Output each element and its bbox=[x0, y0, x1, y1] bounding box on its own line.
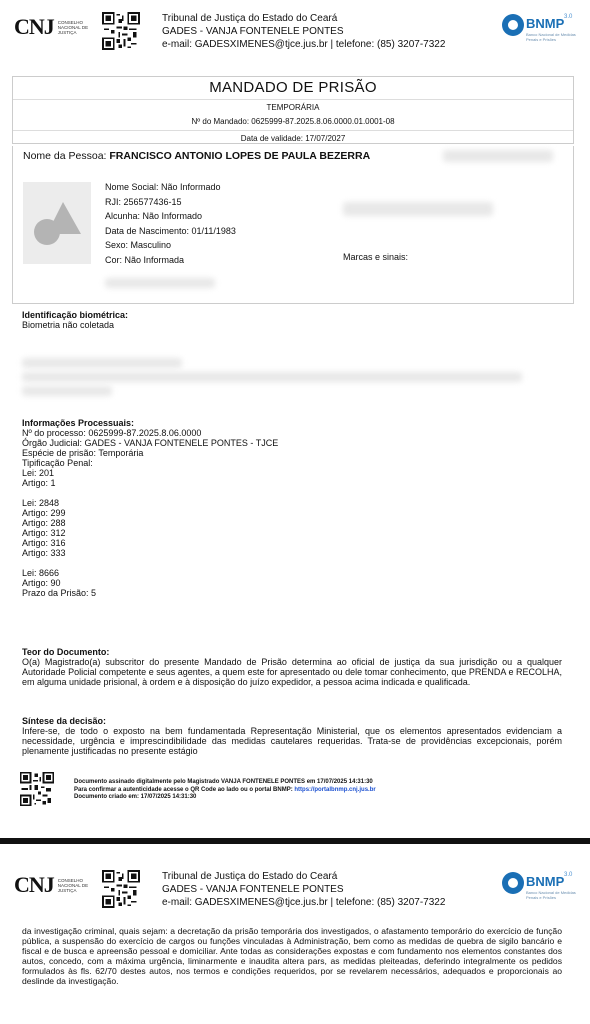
bnmp-logo-subtitle: Banco Nacional de Medidas Penais e Prisões bbox=[526, 890, 576, 900]
cnj-logo-subtitle: CONSELHO NACIONAL DE JUSTIÇA bbox=[57, 877, 89, 893]
marks-label: Marcas e sinais: bbox=[343, 252, 409, 262]
process-line: Lei: 201 bbox=[22, 468, 55, 478]
redacted-area bbox=[105, 278, 215, 288]
bnmp-logo bbox=[502, 872, 580, 902]
warrant-validity: Data de validade: 17/07/2027 bbox=[240, 134, 346, 143]
process-heading: Informações Processuais: bbox=[22, 418, 135, 428]
qr-code-icon bbox=[102, 870, 140, 908]
warrant-title: MANDADO DE PRISÃO bbox=[209, 79, 377, 96]
bnmp-logo bbox=[502, 14, 580, 44]
cnj-logo bbox=[14, 872, 98, 898]
cnj-logo-subtitle: CONSELHO NACIONAL DE JUSTIÇA bbox=[57, 19, 89, 35]
teor-heading: Teor do Documento: bbox=[22, 647, 110, 657]
process-section bbox=[22, 418, 562, 598]
signature-verify bbox=[74, 787, 376, 795]
person-box bbox=[12, 146, 574, 304]
process-line: Prazo da Prisão: 5 bbox=[22, 588, 97, 598]
qr-code-icon bbox=[102, 12, 140, 50]
warrant-type: TEMPORÁRIA bbox=[266, 103, 320, 112]
redacted-area bbox=[443, 150, 553, 162]
court-contact: e-mail: GADESXIMENES@tjce.jus.br | telefone: (85) 3207-7322 bbox=[162, 897, 446, 908]
bnmp-logo-version: 3.0 bbox=[564, 14, 573, 20]
process-line: Lei: 2848 bbox=[22, 498, 60, 508]
process-line: Artigo: 299 bbox=[22, 508, 66, 518]
bnmp-logo-version: 3.0 bbox=[564, 872, 573, 878]
process-line: Tipificação Penal: bbox=[22, 458, 93, 468]
person-name-label: Nome da Pessoa: bbox=[23, 150, 110, 162]
birth-date: Data de Nascimento: 01/11/1983 bbox=[105, 225, 236, 236]
page1-header bbox=[0, 0, 590, 72]
process-line: Artigo: 316 bbox=[22, 538, 66, 548]
bnmp-portal-link[interactable]: https://portalbnmp.cnj.jus.br bbox=[294, 786, 376, 793]
process-line: Artigo: 333 bbox=[22, 548, 66, 558]
court-contact: e-mail: GADESXIMENES@tjce.jus.br | telefone: (85) 3207-7322 bbox=[162, 39, 446, 50]
divider bbox=[13, 130, 573, 131]
bnmp-logo-text: BNMP bbox=[526, 874, 565, 889]
cnj-logo bbox=[14, 14, 98, 40]
person-fields bbox=[105, 180, 236, 268]
sintese-heading: Síntese da decisão: bbox=[22, 716, 107, 726]
process-line: Espécie de prisão: Temporária bbox=[22, 448, 144, 458]
process-line: Artigo: 312 bbox=[22, 528, 66, 538]
process-line: Artigo: 1 bbox=[22, 478, 56, 488]
court-name: Tribunal de Justiça do Estado do Ceará bbox=[162, 871, 338, 882]
biometric-section bbox=[22, 310, 562, 330]
biometric-heading: Identificação biométrica: bbox=[22, 310, 129, 320]
signature-verify-text: Para confirmar a autenticidade acesse o QR Code ao lado ou o portal BNMP: bbox=[74, 786, 295, 793]
person-name bbox=[23, 150, 370, 162]
qr-code-icon[interactable] bbox=[20, 772, 54, 806]
biometric-value: Biometria não coletada bbox=[22, 320, 115, 330]
process-line: Lei: 8666 bbox=[22, 568, 60, 578]
redacted-area bbox=[343, 202, 493, 216]
teor-section bbox=[22, 647, 562, 687]
signature-text bbox=[74, 779, 376, 802]
court-unit: GADES - VANJA FONTENELE PONTES bbox=[162, 884, 344, 895]
divider bbox=[13, 99, 573, 100]
social-name: Nome Social: Não Informado bbox=[105, 182, 221, 192]
cnj-logo-mark: CNJ bbox=[14, 872, 54, 897]
process-line: Nº do processo: 0625999-87.2025.8.06.0000 bbox=[22, 428, 202, 438]
process-line: Artigo: 288 bbox=[22, 518, 66, 528]
bnmp-logo-text: BNMP bbox=[526, 16, 565, 31]
signature-created: Documento criado em: 17/07/2025 14:31:30 bbox=[74, 794, 197, 800]
person-name-value: FRANCISCO ANTONIO LOPES DE PAULA BEZERRA bbox=[109, 150, 371, 162]
process-line: Artigo: 90 bbox=[22, 578, 61, 588]
alias: Alcunha: Não Informado bbox=[105, 211, 203, 222]
bnmp-logo-icon bbox=[502, 14, 524, 36]
sintese-text: Infere-se, de todo o exposto na bem fundamentada Representação Ministerial, que os elementos apresentados evidenciam a necessidade, urgência e imprescindibilidade das medidas cautelares requeridas. Trata-se de providências excepcionais, porém plenamente justificadas no presente estágio bbox=[22, 726, 562, 756]
bnmp-logo-subtitle: Banco Nacional de Medidas Penais e Prisões bbox=[526, 32, 576, 42]
court-info bbox=[162, 870, 462, 909]
redacted-area bbox=[22, 358, 182, 368]
court-info bbox=[162, 12, 462, 51]
page2-header bbox=[0, 858, 590, 930]
color: Cor: Não Informada bbox=[105, 254, 185, 265]
cnj-logo-mark: CNJ bbox=[14, 14, 54, 39]
court-unit: GADES - VANJA FONTENELE PONTES bbox=[162, 26, 344, 37]
redacted-area bbox=[22, 372, 522, 382]
signature-line: Documento assinado digitalmente pelo Magistrado VANJA FONTENELE PONTES em 17/07/2025 14:31:30 bbox=[74, 779, 373, 785]
signature-block bbox=[20, 772, 580, 812]
spacer bbox=[22, 488, 562, 498]
bnmp-logo-icon bbox=[502, 872, 524, 894]
person-photo-placeholder-icon bbox=[23, 182, 91, 264]
page2-text: da investigação criminal, quais sejam: a decretação da prisão temporária dos investigados, o afastamento temporário do exercício de função pública, a suspensão do exercício de cargos ou funções vinculadas à Administração, bem como as medidas de quebra de sigilo bancário e fiscal e de busca e apreensão pessoal e domiciliar. Ante todas as considerações expostas e com fundamento nos elementos constantes dos autos, concedo, com a máxima urgência, liminarmente e inaudita altera pars, as medidas pleiteadas, deferindo integralmente os pedidos formulados às fls. 62/70 destes autos, nos termos e condições requeridos, por se revelarem necessários, adequados e proporcionais ao deslinde da investigação. bbox=[22, 926, 562, 986]
court-name: Tribunal de Justiça do Estado do Ceará bbox=[162, 13, 338, 24]
warrant-number: Nº do Mandado: 0625999-87.2025.8.06.0000.01.0001-08 bbox=[191, 117, 395, 126]
process-line: Órgão Judicial: GADES - VANJA FONTENELE PONTES - TJCE bbox=[22, 438, 279, 448]
spacer bbox=[22, 558, 562, 568]
sex: Sexo: Masculino bbox=[105, 240, 172, 251]
redacted-area bbox=[22, 386, 112, 396]
warrant-title-box bbox=[12, 76, 574, 144]
rji: RJI: 256577436-15 bbox=[105, 196, 182, 207]
teor-text: O(a) Magistrado(a) subscritor do presente Mandado de Prisão determina ao oficial de justiça da sua jurisdição ou a qualquer Autoridade Policial competente e seus agentes, a quem este for apresentado ou dele tomar conhecimento, que PRENDA e RECOLHA, em alguma unidade prisional, à ordem e à disposição do juízo expedidor, a pessoa acima indicada e qualificada. bbox=[22, 657, 562, 687]
page-divider bbox=[0, 838, 590, 844]
sintese-section bbox=[22, 716, 562, 756]
